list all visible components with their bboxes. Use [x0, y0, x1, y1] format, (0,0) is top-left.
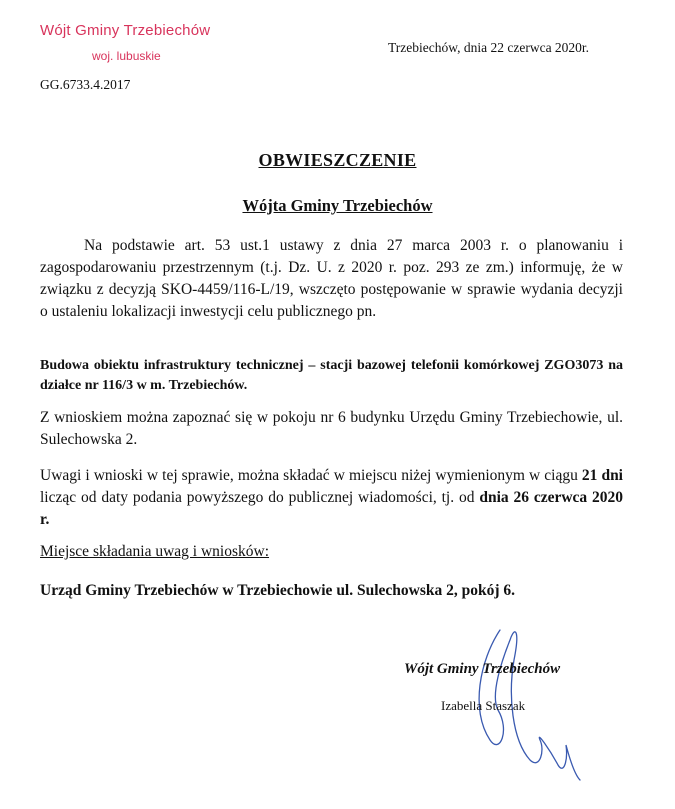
submission-place-label: Miejsce składania uwag i wniosków:	[40, 543, 270, 560]
signer-title: Wójt Gminy Trzebiechów	[404, 661, 561, 677]
document-subtitle: Wójta Gminy Trzebiechów	[242, 196, 433, 215]
paragraph-comments	[40, 465, 623, 531]
document-date: Trzebiechów, dnia 22 czerwca 2020r.	[388, 40, 590, 55]
paragraph-investment: Budowa obiektu infrastruktury technicznej – stacji bazowej telefonii komórkowej ZGO3073 na działce nr 116/3 w m. Trzebiechów.	[40, 358, 623, 393]
comments-days: 21 dni	[581, 467, 623, 484]
paragraph-legal-basis: Na podstawie art. 53 ust.1 ustawy z dnia 27 marca 2003 r. o planowaniu i zagospodarowaniu przestrzennym (t.j. Dz. U. z 2020 r. poz. 293 ze zm.) informuję, że w związku z decyzją SKO-4459/116-L/19, wszczęto postępowanie w sprawie wydania decyzji o ustaleniu lokalizacji inwestycji celu publicznego pn.	[40, 237, 623, 320]
comments-text-1: Uwagi i wnioski w tej sprawie, można składać w miejscu niżej wymienionym w ciągu	[40, 467, 578, 484]
stamp-region: woj. lubuskie	[92, 49, 161, 63]
stamp-office-name: Wójt Gminy Trzebiechów	[40, 22, 211, 39]
comments-date: dnia 26 czerwca 2020 r.	[40, 489, 624, 528]
reference-number: GG.6733.4.2017	[40, 77, 131, 92]
document-title: OBWIESZCZENIE	[258, 150, 417, 170]
comments-text-2: licząc od daty podania powyższego do publicznej wiadomości, tj. od	[40, 489, 475, 506]
submission-place-address: Urząd Gminy Trzebiechów w Trzebiechowie ul. Sulechowska 2, pokój 6.	[40, 582, 516, 599]
paragraph-inspection: Z wnioskiem można zapoznać się w pokoju nr 6 budynku Urzędu Gminy Trzebiechowie, ul. Sulechowska 2.	[40, 409, 623, 448]
signer-name: Izabella Staszak	[441, 698, 526, 713]
